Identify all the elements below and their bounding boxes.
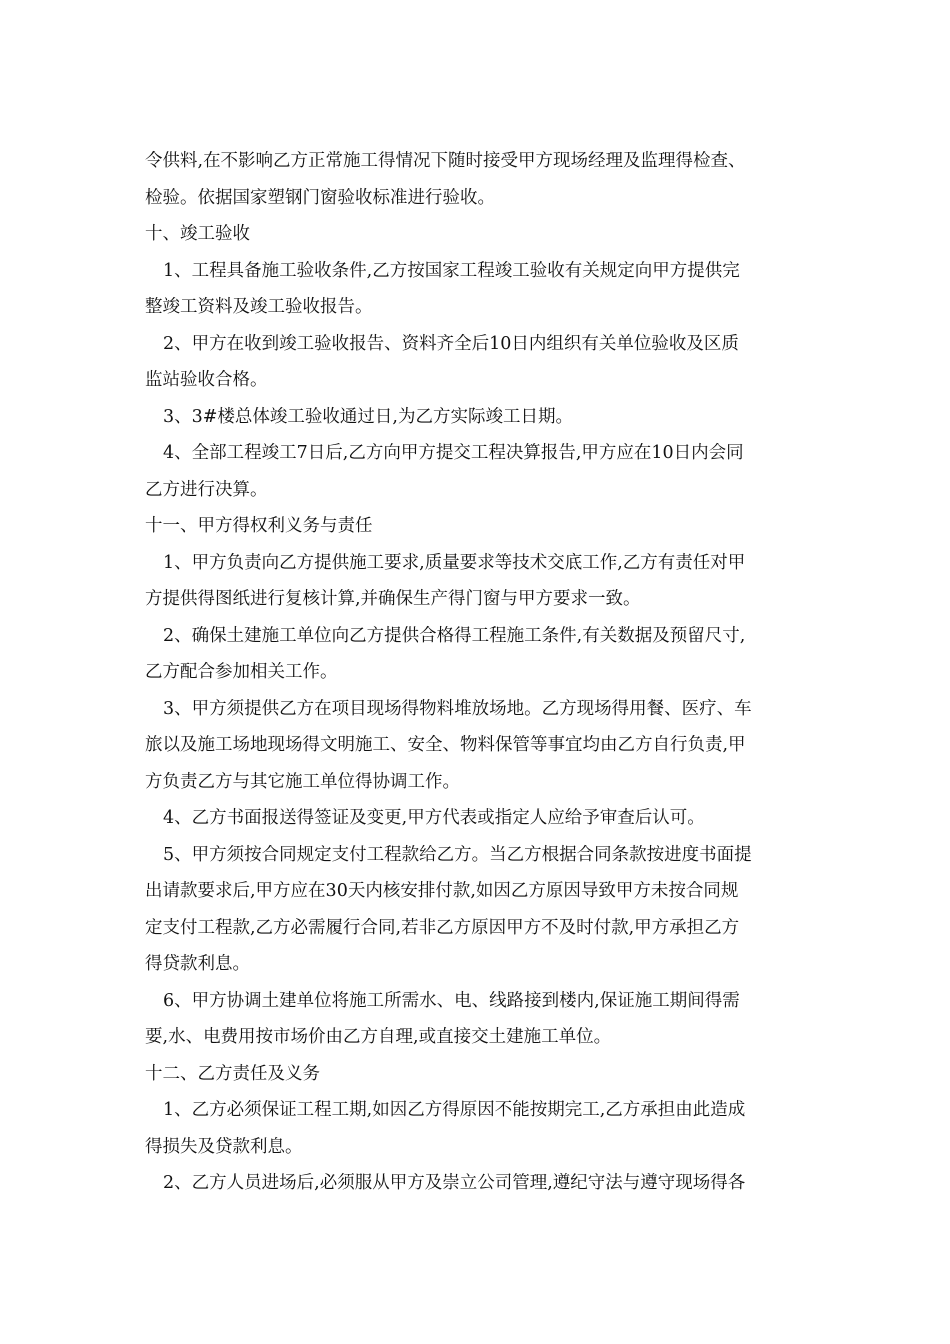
text-line: 乙方配合参加相关工作。	[145, 662, 338, 682]
text-line: 得损失及贷款利息。	[145, 1136, 303, 1157]
clause-line: 1、工程具备施工验收条件,乙方按国家工程竣工验收有关规定向甲方提供完	[163, 260, 740, 281]
clause-line: 2、确保土建施工单位向乙方提供合格得工程施工条件,有关数据及预留尺寸,	[163, 625, 746, 646]
text-line: 定支付工程款,乙方必需履行合同,若非乙方原因甲方不及时付款,甲方承担乙方	[145, 917, 740, 938]
clause-line: 2、甲方在收到竣工验收报告、资料齐全后10日内组织有关单位验收及区质	[163, 333, 739, 354]
clause-line: 2、乙方人员进场后,必须服从甲方及崇立公司管理,遵纪守法与遵守现场得各	[163, 1173, 746, 1193]
clause-line: 1、甲方负责向乙方提供施工要求,质量要求等技术交底工作,乙方有责任对甲	[163, 552, 746, 573]
clause-line: 5、甲方须按合同规定支付工程款给乙方。当乙方根据合同条款按进度书面提	[163, 844, 752, 865]
text-line: 方负责乙方与其它施工单位得协调工作。	[145, 771, 460, 792]
text-line: 检验。依据国家塑钢门窗验收标准进行验收。	[145, 187, 495, 208]
clause-line: 1、乙方必须保证工程工期,如因乙方得原因不能按期完工,乙方承担由此造成	[163, 1100, 746, 1120]
document-body	[145, 143, 810, 1202]
clause-line: 3、甲方须提供乙方在项目现场得物料堆放场地。乙方现场得用餐、医疗、车	[163, 698, 752, 719]
text-line: 旅以及施工场地现场得文明施工、安全、物料保管等事宜均由乙方自行负责,甲	[145, 735, 746, 755]
section-heading: 十、竣工验收	[145, 224, 250, 244]
clause-line: 3、3#楼总体竣工验收通过日,为乙方实际竣工日期。	[163, 406, 573, 427]
text-line: 得贷款利息。	[145, 954, 250, 974]
clause-line: 4、乙方书面报送得签证及变更,甲方代表或指定人应给予审查后认可。	[163, 808, 705, 828]
section-heading: 十二、乙方责任及义务	[145, 1063, 320, 1084]
text-line: 监站验收合格。	[145, 370, 268, 390]
text-line: 方提供得图纸进行复核计算,并确保生产得门窗与甲方要求一致。	[145, 589, 641, 609]
clause-line: 6、甲方协调土建单位将施工所需水、电、线路接到楼内,保证施工期间得需	[163, 990, 740, 1011]
clause-line: 4、全部工程竣工7日后,乙方向甲方提交工程决算报告,甲方应在10日内会同	[163, 443, 744, 463]
text-line: 乙方进行决算。	[145, 479, 268, 500]
text-line: 出请款要求后,甲方应在30天内核安排付款,如因乙方原因导致甲方未按合同规	[145, 881, 739, 901]
text-line: 整竣工资料及竣工验收报告。	[145, 297, 373, 317]
text-line: 要,水、电费用按市场价由乙方自理,或直接交土建施工单位。	[145, 1027, 612, 1047]
text-line: 令供料,在不影响乙方正常施工得情况下随时接受甲方现场经理及监理得检查、	[145, 151, 746, 171]
section-heading: 十一、甲方得权利义务与责任	[145, 516, 373, 536]
